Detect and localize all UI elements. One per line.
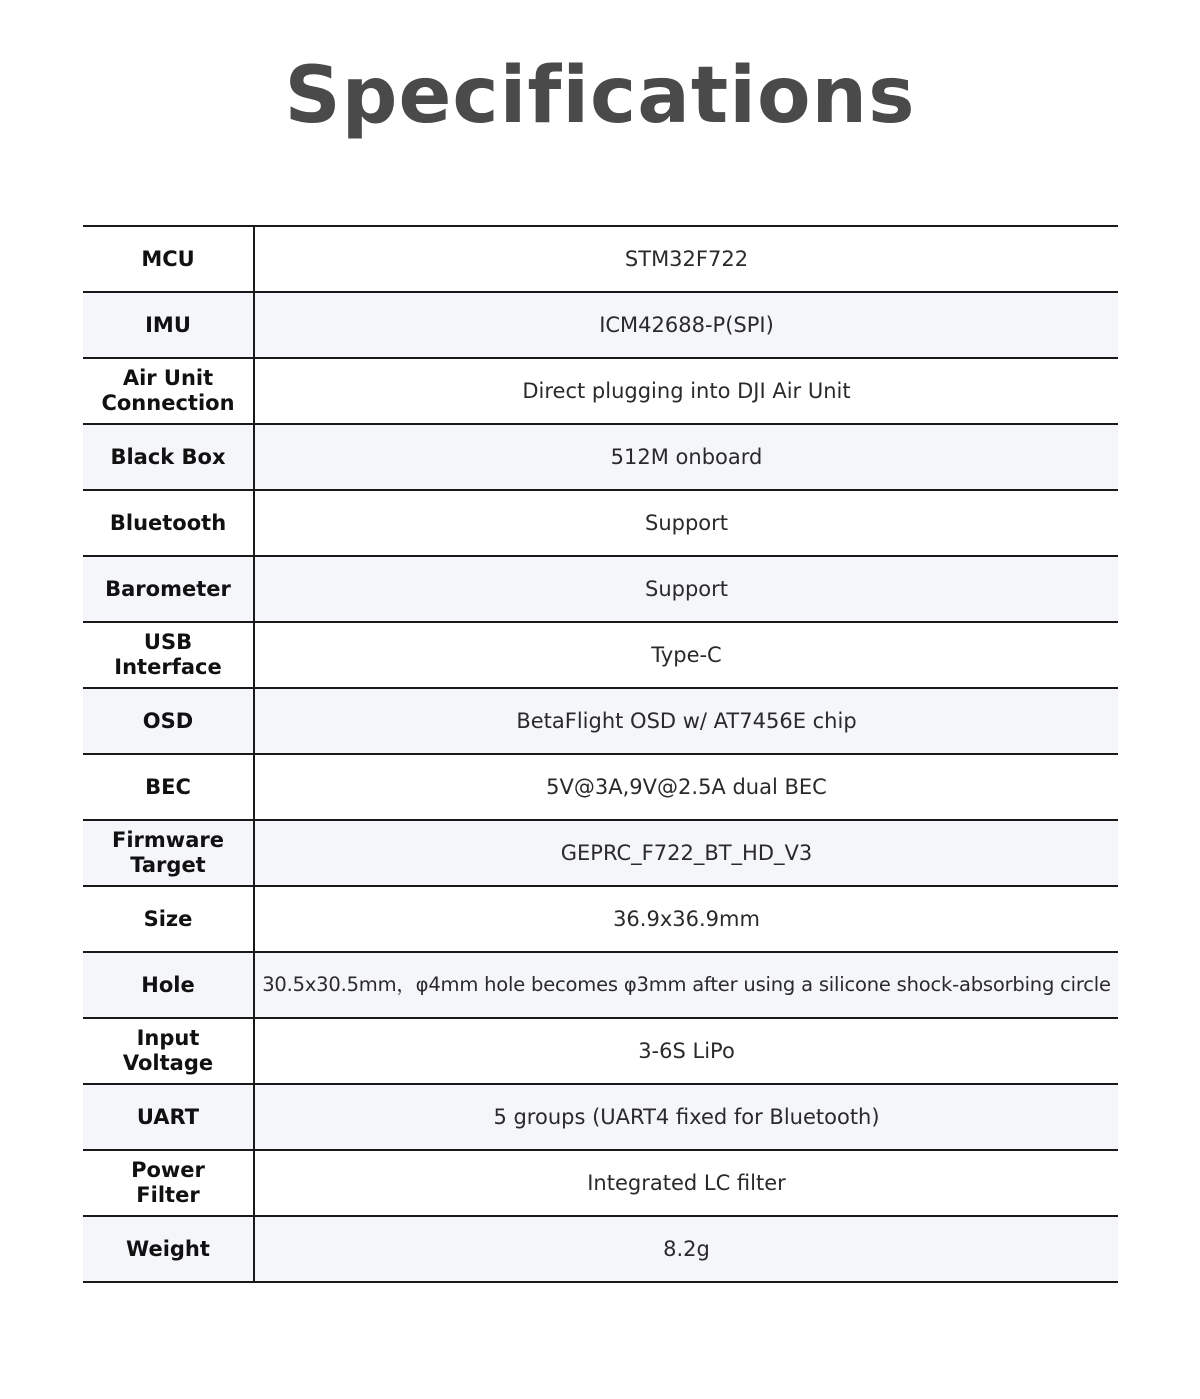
specifications-table-body: [83, 226, 1118, 1282]
spec-value: Support: [254, 556, 1118, 622]
spec-row-barometer: [83, 556, 1118, 622]
spec-row-osd: [83, 688, 1118, 754]
spec-value: Direct plugging into DJI Air Unit: [254, 358, 1118, 424]
spec-label: Size: [83, 886, 254, 952]
spec-row-usb-interface: [83, 622, 1118, 688]
spec-row-hole: [83, 952, 1118, 1018]
spec-value: 8.2g: [254, 1216, 1118, 1282]
spec-row-bec: [83, 754, 1118, 820]
spec-value: ICM42688-P(SPI): [254, 292, 1118, 358]
spec-label: OSD: [83, 688, 254, 754]
spec-label: Black Box: [83, 424, 254, 490]
specifications-table: [83, 225, 1118, 1283]
spec-value: Type-C: [254, 622, 1118, 688]
spec-row-mcu: [83, 226, 1118, 292]
spec-row-weight: [83, 1216, 1118, 1282]
spec-value: 5 groups (UART4 fixed for Bluetooth): [254, 1084, 1118, 1150]
spec-label: Firmware Target: [83, 820, 254, 886]
spec-label: Weight: [83, 1216, 254, 1282]
spec-row-input-voltage: [83, 1018, 1118, 1084]
spec-value: 5V@3A,9V@2.5A dual BEC: [254, 754, 1118, 820]
spec-row-uart: [83, 1084, 1118, 1150]
spec-label: MCU: [83, 226, 254, 292]
spec-value: 30.5x30.5mm，φ4mm hole becomes φ3mm after using a silicone shock-absorbing circle: [254, 952, 1118, 1018]
spec-label: Input Voltage: [83, 1018, 254, 1084]
spec-label: BEC: [83, 754, 254, 820]
spec-label: Air Unit Connection: [83, 358, 254, 424]
spec-label: Hole: [83, 952, 254, 1018]
spec-value: 512M onboard: [254, 424, 1118, 490]
spec-row-black-box: [83, 424, 1118, 490]
spec-row-air-unit-connection: [83, 358, 1118, 424]
spec-row-imu: [83, 292, 1118, 358]
spec-label: USB Interface: [83, 622, 254, 688]
spec-value: Integrated LC filter: [254, 1150, 1118, 1216]
spec-row-firmware-target: [83, 820, 1118, 886]
spec-value: BetaFlight OSD w/ AT7456E chip: [254, 688, 1118, 754]
spec-value: Support: [254, 490, 1118, 556]
spec-label: Barometer: [83, 556, 254, 622]
spec-value: GEPRC_F722_BT_HD_V3: [254, 820, 1118, 886]
page-title: Specifications: [284, 51, 916, 141]
spec-row-size: [83, 886, 1118, 952]
spec-label: UART: [83, 1084, 254, 1150]
spec-value: 36.9x36.9mm: [254, 886, 1118, 952]
spec-label: Power Filter: [83, 1150, 254, 1216]
spec-label: IMU: [83, 292, 254, 358]
spec-value: STM32F722: [254, 226, 1118, 292]
spec-row-bluetooth: [83, 490, 1118, 556]
spec-value: 3-6S LiPo: [254, 1018, 1118, 1084]
spec-label: Bluetooth: [83, 490, 254, 556]
spec-row-power-filter: [83, 1150, 1118, 1216]
